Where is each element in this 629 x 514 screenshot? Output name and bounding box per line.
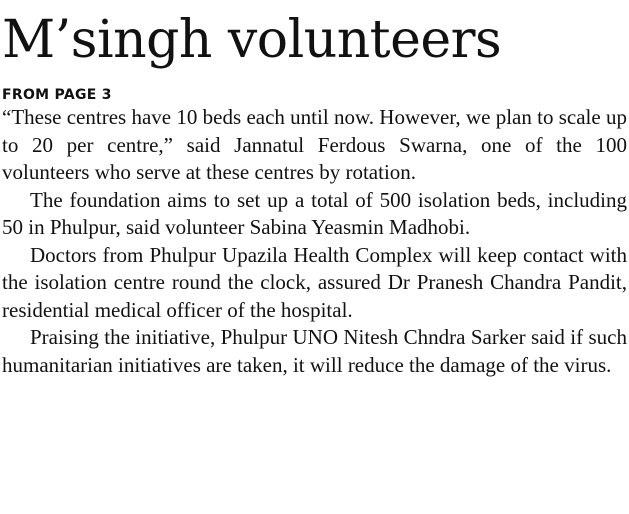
paragraph-1: “These centres have 10 beds each until now. However, we plan to scale up to 20 per centre,” said Jannatul Ferdous Swarna, one of the 100 volunteers who serve at these centres by rotation. [2, 105, 627, 184]
jump-line: FROM PAGE 3 [2, 87, 112, 103]
headline: M’singh volunteers [2, 10, 502, 70]
paragraph-2: The foundation aims to set up a total of 500 isolation beds, including 50 in Phulpur, said volunteer Sabina Yeasmin Madhobi. [2, 187, 627, 239]
paragraph-3: Doctors from Phulpur Upazila Health Complex will keep contact with the isolation centre round the clock, assured Dr Pranesh Chandra Pandit, residential medical officer of the hospital. [2, 242, 627, 322]
paragraph-4: Praising the initiative, Phulpur UNO Nitesh Chndra Sarker said if such humanitarian initiatives are taken, it will reduce the damage of the virus. [2, 325, 627, 377]
news-article [2, 0, 627, 379]
article-body [2, 104, 627, 379]
